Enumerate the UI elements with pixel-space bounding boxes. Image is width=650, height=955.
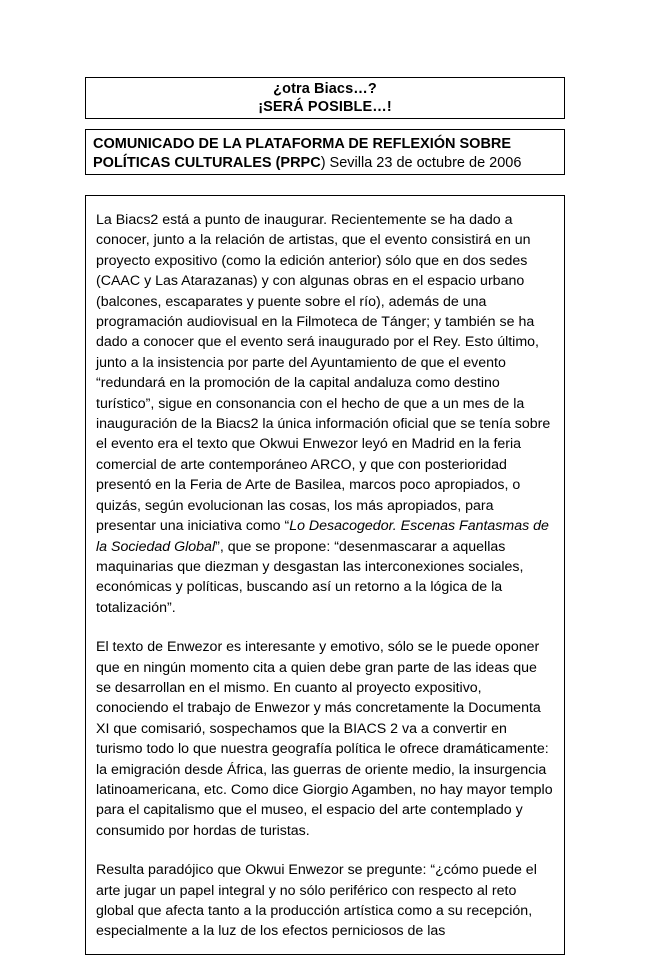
body-paragraph-3: Resulta paradójico que Okwui Enwezor se pregunte: “¿cómo puede el arte jugar un papel integral y no sólo periférico con respecto al reto global que afecta tanto a la producción artística como a su recepción, especialmente a la luz de los efectos perniciosos de las [96,862,537,940]
title-line-primary: ¿otra Biacs…? [273,81,377,97]
communique-header-box [85,129,565,175]
body-paragraph-1 [96,210,554,618]
communique-place-date: ) Sevilla 23 de octubre de 2006 [320,155,522,171]
paragraph-1-text-part-2: ”, que se propone: “desenmascarar a aquellas maquinarias que diezman y desgastan las interconexiones sociales, económicas y políticas, buscando así un retorno a la lógica de la totalización”. [96,538,524,616]
communique-header-text [93,135,557,173]
title-line-secondary: ¡SERÁ POSIBLE…! [258,99,392,115]
document-body-box [85,195,565,955]
paragraph-1-text-part-1: La Biacs2 está a punto de inaugurar. Recientemente se ha dado a conocer, junto a la relación de artistas, que el evento consistirá en un proyecto expositivo (como la edición anterior) sólo que en dos sedes (CAAC y Las Atarazanas) y con algunas obras en el espacio urbano (balcones, escaparates y puente sobre el río), además de una programación audiovisual en la Filmoteca de Tánger; y también se ha dado a conocer que el evento será inaugurado por el Rey. Esto último, junto a la insistencia por parte del Ayuntamiento de que el evento “redundará en la promoción de la capital andaluza como destino turístico”, sigue en consonancia con el hecho de que a un mes de la inauguración de la Biacs2 la única información oficial que se tenía sobre el evento era el texto que Okwui Enwezor leyó en Madrid en la feria comercial de arte contemporáneo ARCO, y que con posterioridad presentó en la Feria de Arte de Basilea, marcos poco apropiados, o quizás, según evolucionan las cosas, los más apropiados, para presentar una iniciativa como “ [96,212,551,535]
title-banner-box [85,77,565,119]
work-title-italic: Lo Desacogedor. Escenas Fantasmas de la Sociedad Global [96,518,549,555]
body-paragraph-2: El texto de Enwezor es interesante y emotivo, sólo se le puede oponer que en ningún momento cita a quien debe gran parte de las ideas que se desarrollan en el mismo. En cuanto al proyecto expositivo, conociendo el trabajo de Enwezor y más concretamente la Documenta XI que comisarió, sospechamos que la BIACS 2 va a convertir en turismo todo lo que nuestra geografía política le ofrece dramáticamente: la emigración desde África, las guerras de oriente medio, la insurgencia latinoamericana, etc. Como dice Giorgio Agamben, no hay mayor templo para el capitalismo que el museo, el espacio del arte contemplado y consumido por hordas de turistas. [96,639,553,839]
communique-title-bold: COMUNICADO DE LA PLATAFORMA DE REFLEXIÓN SOBRE POLÍTICAS CULTURALES (PRPC [93,136,512,171]
